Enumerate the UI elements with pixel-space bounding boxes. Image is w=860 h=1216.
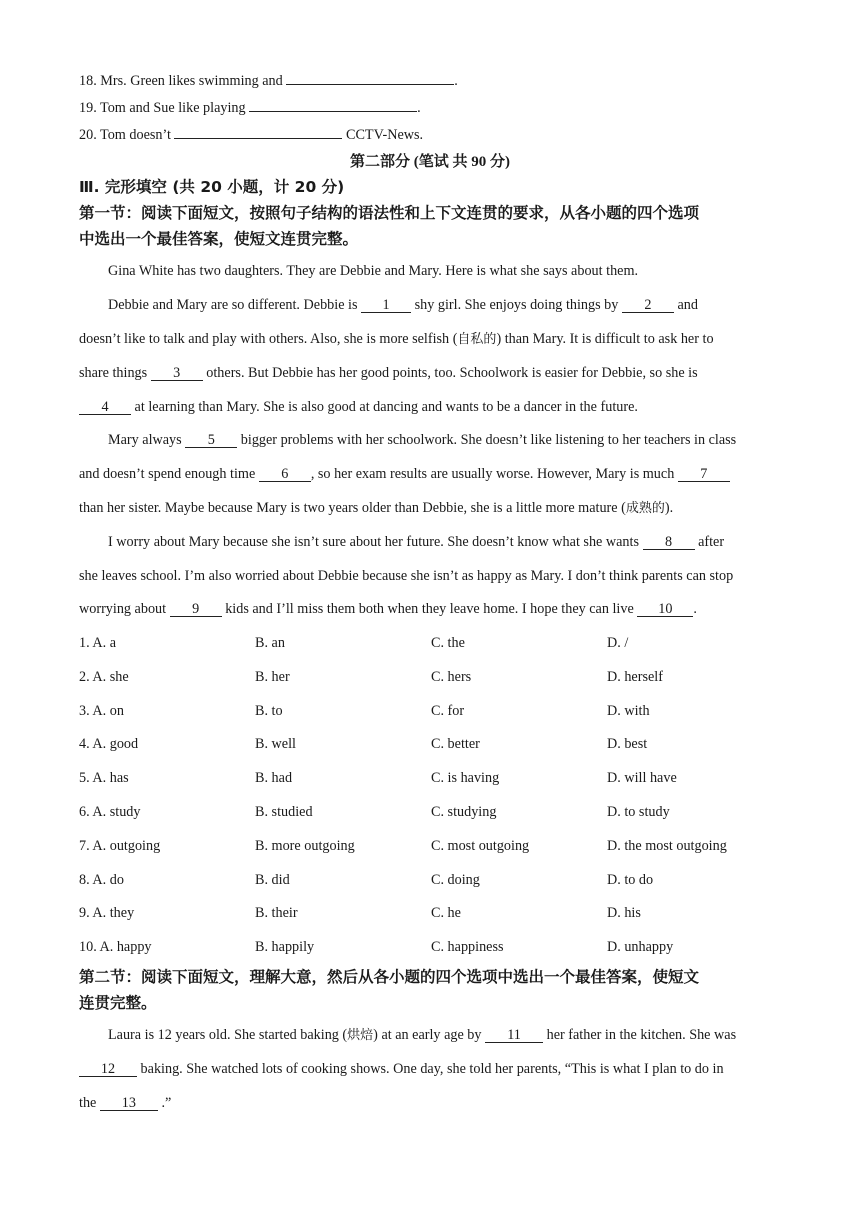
text: shy girl. She enjoys doing things by	[414, 297, 619, 313]
passage1-line	[108, 431, 812, 449]
option-choice[interactable]: 9. A. they	[79, 905, 135, 922]
option-choice[interactable]: 3. A. on	[79, 702, 124, 719]
answer-blank[interactable]	[174, 125, 342, 139]
text: ).	[664, 500, 674, 516]
section-title: Ⅲ. 完形填空 (共 20 小题，计 20 分)	[79, 178, 345, 196]
option-choice[interactable]: C. better	[431, 736, 480, 753]
section2-instruction-line1: 第二节：阅读下面短文，理解大意，然后从各小题的四个选项中选出一个最佳答案，使短文	[79, 968, 700, 986]
text: ) than Mary. It is difficult to ask her to	[496, 331, 714, 347]
option-choice[interactable]: 10. A. happy	[79, 939, 152, 956]
option-choice[interactable]: 4. A. good	[79, 736, 139, 753]
option-choice[interactable]: D. his	[607, 905, 641, 922]
option-choice[interactable]: B. their	[255, 905, 298, 922]
blank-6[interactable]: 6	[259, 467, 311, 482]
question-text: 18. Mrs. Green likes swimming and	[79, 73, 283, 89]
question-tail: CCTV-News.	[345, 127, 424, 143]
blank-2[interactable]: 2	[622, 298, 674, 313]
text: Debbie and Mary are so different. Debbie is	[108, 297, 358, 313]
question-tail: .	[454, 73, 458, 89]
blank-10[interactable]: 10	[637, 602, 693, 617]
option-choice[interactable]: C. hers	[431, 668, 472, 685]
text: Mary always	[108, 432, 182, 448]
blank-7[interactable]: 7	[678, 467, 730, 482]
option-row	[79, 702, 783, 720]
option-choice[interactable]: C. most outgoing	[431, 837, 530, 854]
question-text: 20. Tom doesn’t	[79, 127, 171, 143]
blank-11[interactable]: 11	[485, 1028, 543, 1043]
option-row	[79, 634, 783, 652]
option-choice[interactable]: 6. A. study	[79, 804, 141, 820]
blank-13[interactable]: 13	[100, 1096, 158, 1111]
text: at learning than Mary. She is also good at dancing and wants to be a dancer in the future.	[134, 399, 638, 415]
passage2-line	[108, 1026, 812, 1045]
option-row	[79, 668, 783, 686]
option-row	[79, 871, 783, 889]
blank-5[interactable]: 5	[185, 433, 237, 448]
option-row	[79, 769, 783, 787]
blank-1[interactable]: 1	[361, 298, 411, 313]
option-row	[79, 904, 783, 922]
text: , so her exam results are usually worse. However, Mary is much	[310, 466, 675, 482]
option-choice[interactable]: C. doing	[431, 871, 480, 888]
text: and	[677, 297, 698, 313]
text: and doesn’t spend enough time	[79, 466, 256, 482]
option-choice[interactable]: C. is having	[431, 770, 500, 787]
text: the	[79, 1095, 97, 1111]
option-choice[interactable]: B. more outgoing	[255, 837, 355, 854]
option-choice[interactable]: C. the	[431, 635, 465, 651]
text: .”	[161, 1095, 172, 1111]
option-choice[interactable]: B. had	[255, 770, 293, 787]
question-tail: .	[417, 100, 421, 116]
option-choice[interactable]: 5. A. has	[79, 770, 129, 787]
option-choice[interactable]: B. well	[255, 736, 296, 753]
section1-instruction-line2: 中选出一个最佳答案，使短文连贯完整。	[79, 230, 359, 248]
option-choice[interactable]: D. with	[607, 702, 650, 719]
option-choice[interactable]: D. herself	[607, 668, 663, 685]
part-title: 第二部分 (笔试 共 90 分)	[350, 154, 510, 170]
answer-blank[interactable]	[249, 98, 417, 112]
gloss: 烘焙	[347, 1028, 374, 1043]
option-choice[interactable]: B. studied	[255, 804, 313, 820]
passage1-line	[79, 398, 783, 416]
option-row	[79, 938, 783, 956]
text: kids and I’ll miss them both when they leave home. I hope they can live	[225, 601, 634, 617]
section1-instruction-line1: 第一节：阅读下面短文，按照句子结构的语法性和上下文连贯的要求，从各小题的四个选项	[79, 204, 700, 222]
text: Laura is 12 years old. She started baking (	[108, 1027, 348, 1043]
text: .	[693, 601, 697, 617]
text: her father in the kitchen. She was	[546, 1027, 737, 1043]
option-choice[interactable]: 1. A. a	[79, 635, 117, 651]
passage1-line: she leaves school. I’m also worried about Debbie because she isn’t as happy as Mary. I don’t think parents can stop	[79, 568, 734, 584]
option-row	[79, 735, 783, 753]
option-choice[interactable]: C. studying	[431, 804, 497, 820]
text: than her sister. Maybe because Mary is two years older than Debbie, she is a little more mature (	[79, 500, 626, 516]
option-choice[interactable]: C. he	[431, 905, 461, 922]
option-choice[interactable]: D. to study	[607, 804, 670, 820]
option-choice[interactable]: 7. A. outgoing	[79, 837, 161, 854]
passage1-line	[79, 600, 783, 618]
gloss: 自私的	[457, 332, 497, 347]
option-choice[interactable]: 2. A. she	[79, 668, 129, 685]
option-choice[interactable]: D. /	[607, 635, 629, 651]
blank-9[interactable]: 9	[170, 602, 222, 617]
answer-blank[interactable]	[286, 71, 454, 85]
question-18	[79, 71, 458, 90]
section2-instruction-line2: 连贯完整。	[79, 994, 157, 1012]
option-choice[interactable]: C. happiness	[431, 939, 504, 956]
option-choice[interactable]: B. an	[255, 635, 285, 651]
option-choice[interactable]: D. the most outgoing	[607, 837, 727, 854]
option-choice[interactable]: 8. A. do	[79, 871, 124, 888]
passage2-line	[79, 1094, 783, 1112]
passage1-line	[79, 364, 783, 382]
option-row	[79, 837, 783, 855]
option-choice[interactable]: B. her	[255, 668, 290, 685]
option-choice[interactable]: B. to	[255, 702, 283, 719]
passage1-line	[79, 499, 783, 518]
option-choice[interactable]: C. for	[431, 702, 465, 719]
option-choice[interactable]: B. did	[255, 871, 290, 888]
passage1-line	[79, 465, 783, 483]
question-text: 19. Tom and Sue like playing	[79, 100, 246, 116]
text: after	[698, 534, 725, 550]
blank-8[interactable]: 8	[643, 535, 695, 550]
blank-4[interactable]: 4	[79, 400, 131, 415]
blank-12[interactable]: 12	[79, 1062, 137, 1077]
text: bigger problems with her schoolwork. She doesn’t like listening to her teachers in class	[240, 432, 737, 448]
blank-3[interactable]: 3	[151, 366, 203, 381]
text: share things	[79, 365, 148, 381]
option-choice[interactable]: B. happily	[255, 939, 315, 956]
option-choice[interactable]: D. unhappy	[607, 939, 674, 956]
option-choice[interactable]: D. will have	[607, 770, 677, 787]
passage1-line	[108, 296, 812, 314]
gloss: 成熟的	[625, 501, 665, 516]
question-19	[79, 98, 421, 117]
text: doesn’t like to talk and play with others. Also, she is more selfish (	[79, 331, 458, 347]
option-row	[79, 803, 783, 821]
passage2-line	[79, 1060, 783, 1078]
question-20	[79, 125, 423, 144]
text: worrying about	[79, 601, 167, 617]
option-choice[interactable]: D. best	[607, 736, 648, 753]
passage1-line	[108, 533, 812, 551]
option-choice[interactable]: D. to do	[607, 871, 654, 888]
text: baking. She watched lots of cooking shows. One day, she told her parents, “This is what I plan to do in	[140, 1061, 724, 1077]
passage1-intro: Gina White has two daughters. They are Debbie and Mary. Here is what she says about them.	[108, 263, 639, 279]
text: I worry about Mary because she isn’t sure about her future. She doesn’t know what she wants	[108, 534, 639, 550]
text: others. But Debbie has her good points, too. Schoolwork is easier for Debbie, so she is	[206, 365, 698, 381]
passage1-line	[79, 330, 783, 349]
text: ) at an early age by	[373, 1027, 482, 1043]
